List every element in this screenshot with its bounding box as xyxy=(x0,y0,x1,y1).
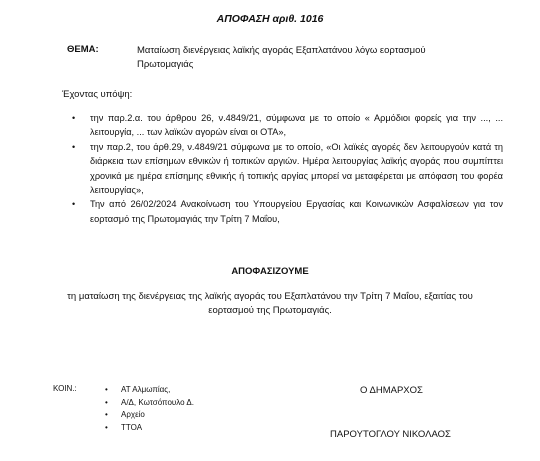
list-item xyxy=(105,409,194,422)
bullet-icon: • xyxy=(72,199,76,210)
list-item xyxy=(72,111,503,140)
recipient-text: Α/Δ, Κωτσόπουλο Δ. xyxy=(121,397,194,407)
list-item xyxy=(72,140,503,198)
recipient-text: ΤΤΟΑ xyxy=(121,422,143,432)
list-item xyxy=(105,422,194,435)
considering-heading: Έχοντας υπόψη: xyxy=(62,89,133,100)
subject-text: Ματαίωση διενέργειας λαϊκής αγοράς Εξαπλατάνου λόγω εορτασμού Πρωτομαγιάς xyxy=(137,45,426,70)
mayor-title: Ο ΔΗΜΑΡΧΟΣ xyxy=(360,385,423,396)
decision-heading: ΑΠΟΦΑΣΙΖΟΥΜΕ xyxy=(231,266,309,277)
bullet-icon: • xyxy=(105,397,108,407)
signer-name: ΠΑΡΟΥΤΟΓΛΟΥ ΝΙΚΟΛΑΟΣ xyxy=(330,429,451,440)
distribution-label: ΚΟΙΝ.: xyxy=(53,384,77,393)
bullet-icon: • xyxy=(72,113,76,123)
bullet-icon: • xyxy=(105,410,108,419)
recipient-text: Αρχείο xyxy=(121,410,145,419)
list-item xyxy=(72,197,503,226)
subject-label: ΘΕΜΑ: xyxy=(67,44,99,55)
consideration-text: Την από 26/02/2024 Ανακοίνωση του Υπουργείου Εργασίας και Κοινωνικών Ασφαλίσεων για τον εορτασμό της Πρωτομαγιάς την Τρίτη 7 Μαΐου, xyxy=(90,199,503,224)
list-item xyxy=(105,397,194,410)
document-title: ΑΠΟΦΑΣΗ αριθ. 1016 xyxy=(216,13,324,25)
bullet-icon: • xyxy=(72,141,76,152)
bullet-icon: • xyxy=(105,422,108,432)
decision-text: τη ματαίωση της διενέργειας της λαϊκής αγοράς του Εξαπλατάνου την Τρίτη 7 Μαΐου, εξαιτίας του εορτασμού της Πρωτομαγιάς. xyxy=(67,291,473,316)
recipient-text: ΑΤ Αλμωπίας, xyxy=(121,385,171,394)
bullet-icon: • xyxy=(105,385,108,394)
list-item xyxy=(105,384,194,397)
distribution-list xyxy=(105,384,194,434)
considerations-list xyxy=(72,111,503,226)
consideration-text: την παρ.2, του άρθ.29, ν.4849/21 σύμφωνα με το οποίο, «Οι λαϊκές αγορές δεν λειτουργούν κατά τη διάρκεια των επίσημων εθνικών ή τοπικών αργιών. Ημέρα λειτουργίας λαϊκής αγοράς που συμπίπτει χρονικά με ημέρα επίσημης εθνικής ή τοπικής αργίας μπορεί να μεταφέρεται με απόφαση του φορέα λειτουργίας», xyxy=(90,141,503,196)
consideration-text: την παρ.2.α. του άρθρου 26, ν.4849/21, σύμφωνα με το οποίο « Αρμόδιοι φορείς για την ..., ... λειτουργία, ... των λαϊκών αγορών είναι οι ΟΤΑ», xyxy=(90,113,503,138)
